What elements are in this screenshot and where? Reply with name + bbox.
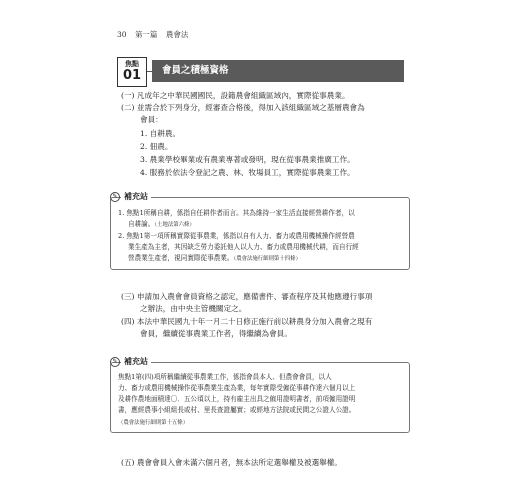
item-2: (二) 並需合於下列身分，經審查合格後，得加入該組織區域之基層農會為 xyxy=(121,103,365,112)
lightbulb-icon-2: ✎ xyxy=(110,357,120,367)
item-3-cont: 之辦法，由中央主管機關定之。 xyxy=(140,304,247,313)
item-5: (五) 農會會員入會未滿六個月者，無本法所定選舉權及被選舉權。 xyxy=(121,458,342,467)
supplement1-line-4: 業生產為主者，其因缺乏勞力委託他人以人力、畜力或農用機械代耕，而自行經 xyxy=(128,243,359,251)
supplement1-ref-2: （農會法施行細則第十四條） xyxy=(233,256,301,262)
sub-item-3: 3. 農業學校畢業或有農業專著或發明，現在從事農業推廣工作。 xyxy=(140,155,355,164)
supplement2-line-2: 力、畜力或農用機械操作從事農業生產為業，每年實際受僱從事耕作達六個月以上 xyxy=(118,384,356,392)
page-number: 30 xyxy=(117,30,127,39)
supplement1-line-2: 自耕論。（土地法第六條） xyxy=(128,220,195,228)
law-label: 農會法 xyxy=(165,30,189,39)
supplement1-line-1: 1. 焦點1所稱自耕，係指自任耕作者而言。其為維持一家生活直接經營耕作者，以 xyxy=(118,209,355,217)
supplement1-line-3: 2. 焦點1第一項所稱實際從事農業，係指以自有人力、畜力或農用機械操作經營農 xyxy=(118,232,355,240)
supplement2-line-4: 書，應經農事小組組長或村、里長查證屬實；或經地方法院或民間之公證人公證。 xyxy=(118,406,356,414)
lightbulb-icon: ✎ xyxy=(110,192,120,202)
item-4-cont: 會員，繼續從事農業工作者，得繼續為會員。 xyxy=(140,329,292,338)
item-1: (一) 凡成年之中華民國國民，設籍農會組織區域內，實際從事農業。 xyxy=(121,91,350,100)
section-title: 會員之積極資格 xyxy=(152,60,404,82)
part-label: 第一篇 xyxy=(134,30,158,39)
focus-label: 焦點 xyxy=(125,60,139,68)
sub-item-2: 2. 佃農。 xyxy=(140,142,173,151)
supplement2-ref: （農會法施行細則第十五條） xyxy=(118,420,189,426)
supplement-title-2: 補充站 xyxy=(121,356,151,367)
sub-item-1: 1. 自耕農。 xyxy=(140,129,181,138)
sub-item-4: 4. 服務於依法令登記之農、林、牧場員工，實際從事農業工作。 xyxy=(140,168,355,177)
focus-badge xyxy=(117,57,147,87)
item-4: (四) 本法中華民國九十年一月二十日修正施行前以耕農身分加入農會之現有 xyxy=(121,317,373,326)
supplement2-line-3: 及耕作農地面積達〇．五公頃以上，持有雇主出具之僱用證明書者，前項僱用證明 xyxy=(118,395,356,403)
supplement1-line-5: 營農業生產者，視同實際從事農業。（農會法施行細則第十四條） xyxy=(128,254,301,262)
supplement2-line-1: 焦點1第(四)項所稱繼續從事農業工作，係指會員本人、但農會會員，以人 xyxy=(118,373,332,381)
item-3: (三) 申請加入農會會員資格之認定，應備書件、審查程序及其他應遵行事項 xyxy=(121,292,373,301)
supplement1-ref-1: （土地法第六條） xyxy=(154,222,195,228)
supplement-title-1: 補充站 xyxy=(121,191,151,202)
item-2-cont: 會員： xyxy=(140,115,163,124)
focus-number: 01 xyxy=(122,68,142,83)
page-header xyxy=(117,29,194,40)
